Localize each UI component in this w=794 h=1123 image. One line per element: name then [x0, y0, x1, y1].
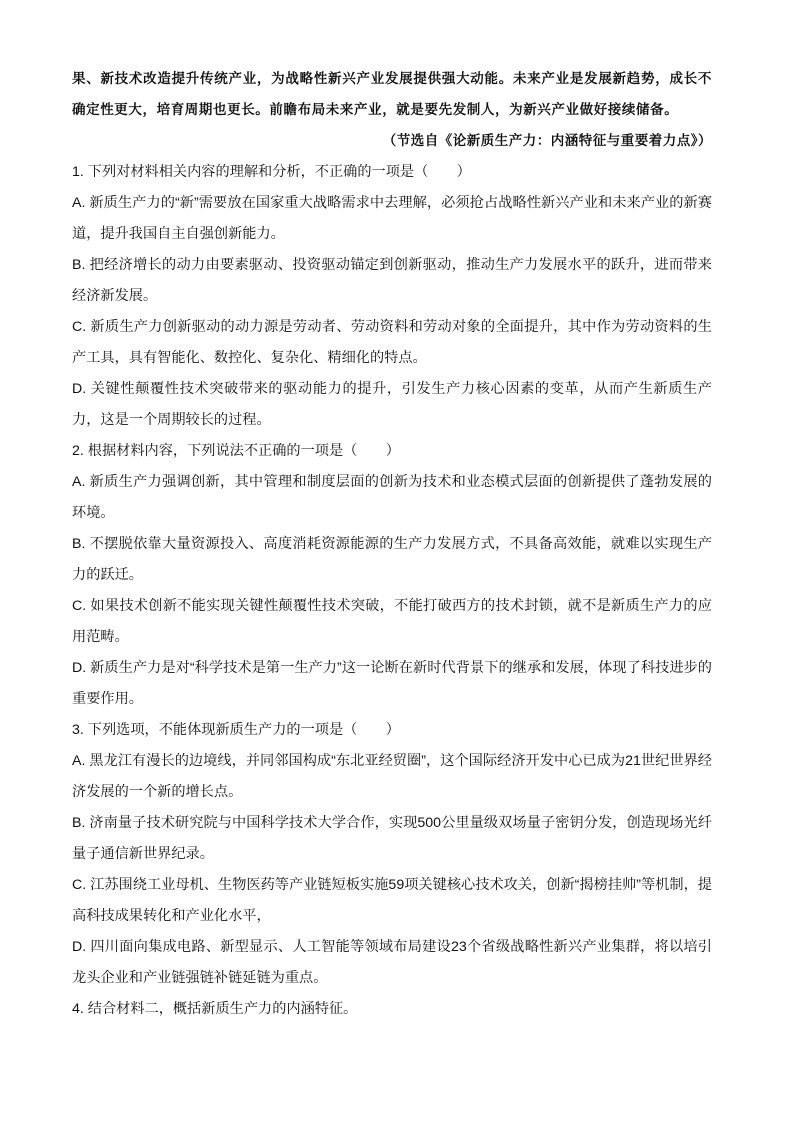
option-d: D. 四川面向集成电路、新型显示、人工智能等领域布局建设23个省级战略性新兴产业集群，将以培引龙头企业和产业链强链补链延链为重点。	[72, 939, 712, 986]
question-stem: 2. 根据材料内容，下列说法不正确的一项是（ ）	[72, 443, 400, 459]
option-a: A. 新质生产力强调创新，其中管理和制度层面的创新为技术和业态模式层面的创新提供了蓬勃发展的环境。	[72, 474, 712, 521]
option-b: B. 济南量子技术研究院与中国科学技术大学合作，实现500公里量级双场量子密钥分发，创造现场光纤量子通信新世界纪录。	[72, 815, 712, 862]
option-b: B. 把经济增长的动力由要素驱动、投资驱动锚定到创新驱动，推动生产力发展水平的跃升，进而带来经济新发展。	[72, 257, 712, 304]
option-b: B. 不摆脱依靠大量资源投入、高度消耗资源能源的生产力发展方式，不具备高效能，就难以实现生产力的跃迁。	[72, 536, 712, 583]
question-4	[72, 994, 712, 1025]
passage-text: 果、新技术改造提升传统产业，为战略性新兴产业发展提供强大动能。未来产业是发展新趋势，成长不确定性更大，培育周期也更长。前瞻布局未来产业，就是要先发制人，为新兴产业做好接续储备。	[72, 71, 712, 118]
question-stem: 1. 下列对材料相关内容的理解和分析，不正确的一项是（ ）	[72, 164, 471, 180]
question-list	[72, 157, 712, 1025]
option-d: D. 新质生产力是对“科学技术是第一生产力”这一论断在新时代背景下的继承和发展，体现了科技进步的重要作用。	[72, 660, 712, 707]
passage-source: （节选自《论新质生产力：内涵特征与重要着力点》）	[382, 133, 712, 149]
question-1	[72, 157, 712, 436]
option-a: A. 新质生产力的“新”需要放在国家重大战略需求中去理解，必须抢占战略性新兴产业和未来产业的新赛道，提升我国自主自强创新能力。	[72, 195, 712, 242]
question-stem: 4. 结合材料二，概括新质生产力的内涵特征。	[72, 1001, 358, 1017]
question-2	[72, 436, 712, 715]
question-stem: 3. 下列选项，不能体现新质生产力的一项是（ ）	[72, 722, 400, 738]
question-3	[72, 715, 712, 994]
option-c: C. 如果技术创新不能实现关键性颠覆性技术突破，不能打破西方的技术封锁，就不是新质生产力的应用范畴。	[72, 598, 712, 645]
option-d: D. 关键性颠覆性技术突破带来的驱动能力的提升，引发生产力核心因素的变革，从而产生新质生产力，这是一个周期较长的过程。	[72, 381, 712, 428]
option-c: C. 新质生产力创新驱动的动力源是劳动者、劳动资料和劳动对象的全面提升，其中作为劳动资料的生产工具，具有智能化、数控化、复杂化、精细化的特点。	[72, 319, 712, 366]
option-c: C. 江苏围绕工业母机、生物医药等产业链短板实施59项关键核心技术攻关，创新“揭榜挂帅”等机制，提高科技成果转化和产业化水平，	[72, 877, 712, 924]
option-a: A. 黑龙江有漫长的边境线，并同邻国构成“东北亚经贸圈”，这个国际经济开发中心已成为21世纪世界经济发展的一个新的增长点。	[72, 753, 712, 800]
